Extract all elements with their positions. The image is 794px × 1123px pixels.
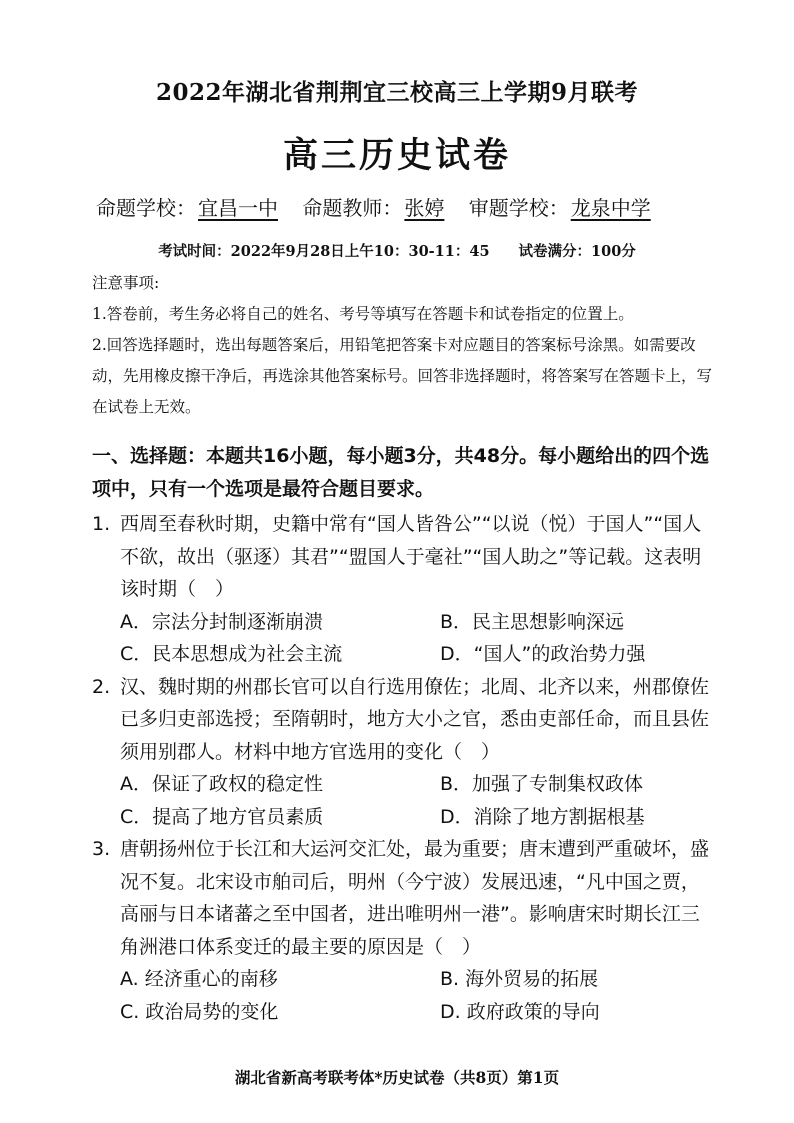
- question-stem: 汉、魏时期的州郡长官可以自行选用僚佐；北周、北齐以来，州郡僚佐已多归吏部选授；至隋朝时，地方大小之官，悉由吏部任命，而且县佐须用别郡人。材料中地方官选用的变化（ ）: [120, 675, 710, 763]
- option-b: B．加强了专制集权政体: [440, 773, 644, 795]
- school-value: 宜昌一中: [198, 196, 278, 220]
- school-label: 命题学校：: [96, 196, 196, 220]
- option-d: D．“国人”的政治势力强: [440, 643, 646, 665]
- review-school-value: 龙泉中学: [570, 196, 651, 220]
- exam-time-info: 考试时间：2022年9月28日上午10：30-11：45 试卷满分：100分: [158, 243, 636, 260]
- option-a: A．保证了政权的稳定性: [120, 773, 323, 795]
- question-3: [92, 833, 714, 1028]
- exam-title: 2022年湖北省荆荆宜三校高三上学期9月联考: [155, 79, 639, 106]
- paper-title: 高三历史试卷: [282, 135, 511, 176]
- option-a: A．宗法分封制逐渐崩溃: [120, 610, 323, 633]
- question-number: 1.: [92, 513, 111, 535]
- option-c: C. 政治局势的变化: [120, 1000, 279, 1023]
- question-1: [92, 508, 714, 671]
- teacher-value: 张婷: [404, 196, 445, 220]
- option-grid: [120, 768, 714, 833]
- review-school-label: 审题学校：: [468, 196, 569, 220]
- question-stem: 唐朝扬州位于长江和大运河交汇处，最为重要；唐末遭到严重破坏，盛况不复。北宋设市舶司后，明州（今宁波）发展迅速，“凡中国之贾，高丽与日本诸蕃之至中国者，进出唯明州一港”。影响唐宋时期长江三角洲港口体系变迁的最主要的原因是（ ）: [120, 838, 710, 958]
- option-a: A. 经济重心的南移: [120, 968, 278, 990]
- page-footer: 湖北省新高考联考体*历史试卷（共8页）第1页: [234, 1068, 560, 1087]
- option-grid: [120, 963, 714, 1028]
- question-number: 3.: [92, 838, 111, 860]
- option-c: C．提高了地方官员素质: [120, 805, 324, 828]
- question-list: [92, 508, 714, 1028]
- section-heading: 一、选择题：本题共16小题，每小题3分，共48分。每小题给出的四个选项中，只有一个选项是最符合题目要求。: [92, 445, 710, 500]
- question-2: [92, 671, 714, 834]
- option-d: D．消除了地方割据根基: [440, 805, 645, 828]
- notice-item-2: 2.回答选择题时，选出每题答案后，用铅笔把答案卡对应题目的答案标号涂黑。如需要改动，先用橡皮擦干净后，再选涂其他答案标号。回答非选择题时，将答案写在答题卡上，写在试卷上无效。: [92, 336, 713, 416]
- option-b: B．民主思想影响深远: [440, 610, 625, 633]
- notice-heading: 注意事项:: [92, 274, 160, 292]
- option-c: C．民本思想成为社会主流: [120, 643, 343, 665]
- teacher-label: 命题教师：: [302, 196, 403, 220]
- authorship-line: [96, 192, 736, 221]
- option-b: B. 海外贸易的拓展: [440, 968, 599, 990]
- option-d: D. 政府政策的导向: [440, 1000, 600, 1023]
- notice-item-1: 1.答卷前，考生务必将自己的姓名、考号等填写在答题卡和试卷指定的位置上。: [92, 305, 634, 323]
- question-stem: 西周至春秋时期，史籍中常有“国人皆咎公”“以说（悦）于国人”“国人不欲，故出（驱逐）其君”“盟国人于毫社”“国人助之”等记载。这表明该时期（ ）: [120, 513, 702, 600]
- notice-block: [92, 268, 712, 423]
- question-number: 2.: [92, 675, 111, 698]
- option-grid: [120, 606, 714, 671]
